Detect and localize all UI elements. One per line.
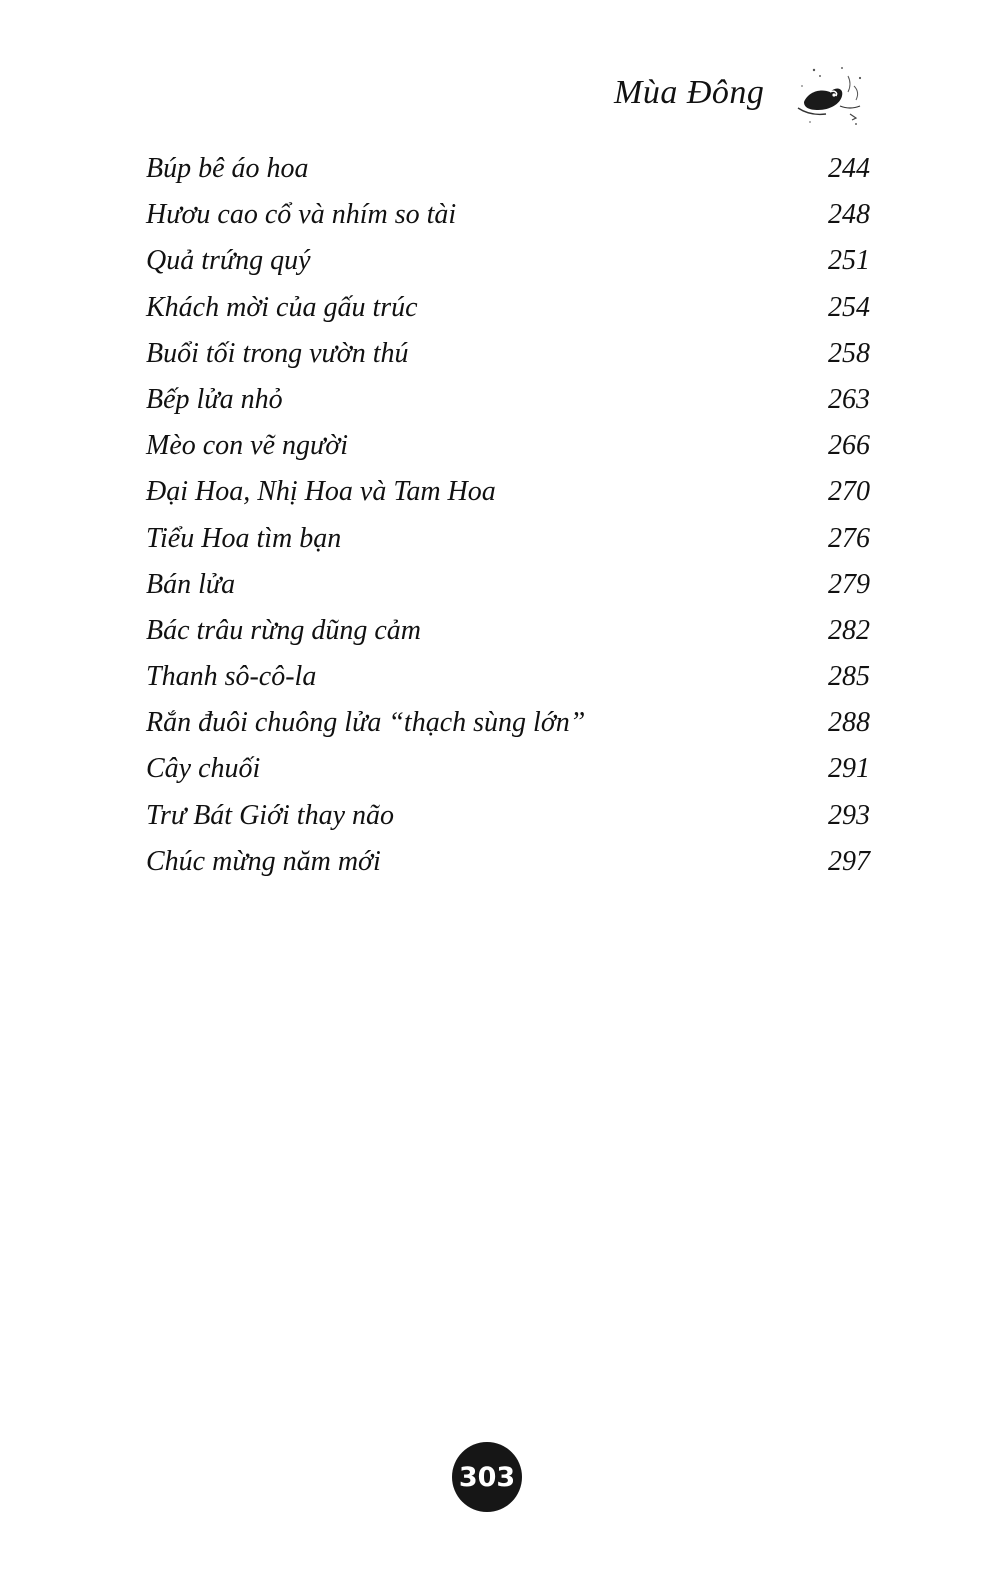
toc-entry-title: Chúc mừng năm mới <box>146 845 381 877</box>
toc-entry-page: 258 <box>828 337 870 369</box>
toc-entry <box>146 238 870 284</box>
toc-entry-title: Quả trứng quý <box>146 245 311 277</box>
table-of-contents <box>146 146 870 885</box>
toc-entry-title: Thanh sô-cô-la <box>146 661 317 693</box>
toc-entry <box>146 700 870 746</box>
toc-entry-title: Cây chuối <box>146 753 261 785</box>
toc-entry <box>146 516 870 562</box>
toc-entry <box>146 562 870 608</box>
toc-entry <box>146 285 870 331</box>
toc-entry-title: Búp bê áo hoa <box>146 153 309 184</box>
toc-entry-page: 244 <box>828 153 870 184</box>
toc-entry <box>146 608 870 654</box>
toc-entry-page: 254 <box>828 291 870 323</box>
toc-entry <box>146 192 870 238</box>
toc-entry-title: Tiểu Hoa tìm bạn <box>146 522 342 554</box>
toc-entry-title: Bác trâu rừng dũng cảm <box>146 614 422 646</box>
toc-entry-page: 285 <box>828 661 870 693</box>
toc-entry-title: Hươu cao cổ và nhím so tài <box>146 199 457 231</box>
toc-entry <box>146 839 870 885</box>
toc-entry-title: Trư Bát Giới thay não <box>146 799 395 831</box>
toc-entry-page: 263 <box>828 383 870 415</box>
toc-entry-page: 288 <box>828 707 870 739</box>
toc-entry-title: Bán lửa <box>146 568 236 600</box>
toc-entry-page: 251 <box>828 245 870 277</box>
toc-entry <box>146 746 870 792</box>
winter-animal-illustration-icon <box>790 62 868 132</box>
page-number-badge: 303 <box>452 1442 522 1512</box>
toc-entry-title: Bếp lửa nhỏ <box>146 383 283 415</box>
section-title: Mùa Đông <box>614 74 765 111</box>
toc-entry-page: 248 <box>828 199 870 231</box>
toc-entry <box>146 793 870 839</box>
toc-entry-page: 279 <box>828 568 870 600</box>
toc-entry-title: Buổi tối trong vườn thú <box>146 337 409 369</box>
toc-entry-title: Khách mời của gấu trúc <box>146 291 418 323</box>
toc-entry <box>146 654 870 700</box>
toc-entry-title: Mèo con vẽ người <box>146 430 349 462</box>
toc-entry <box>146 146 870 192</box>
toc-entry <box>146 377 870 423</box>
toc-entry-page: 266 <box>828 430 870 462</box>
toc-entry-title: Đại Hoa, Nhị Hoa và Tam Hoa <box>146 476 496 508</box>
toc-entry-page: 293 <box>828 799 870 831</box>
toc-entry-page: 297 <box>828 845 870 877</box>
toc-entry-title: Rắn đuôi chuông lửa “thạch sùng lớn” <box>146 707 586 739</box>
toc-entry-page: 291 <box>828 753 870 785</box>
toc-entry-page: 270 <box>828 476 870 508</box>
toc-entry-page: 282 <box>828 614 870 646</box>
toc-entry-page: 276 <box>828 522 870 554</box>
toc-entry <box>146 423 870 469</box>
running-header <box>590 62 880 132</box>
toc-entry <box>146 469 870 515</box>
toc-entry <box>146 331 870 377</box>
